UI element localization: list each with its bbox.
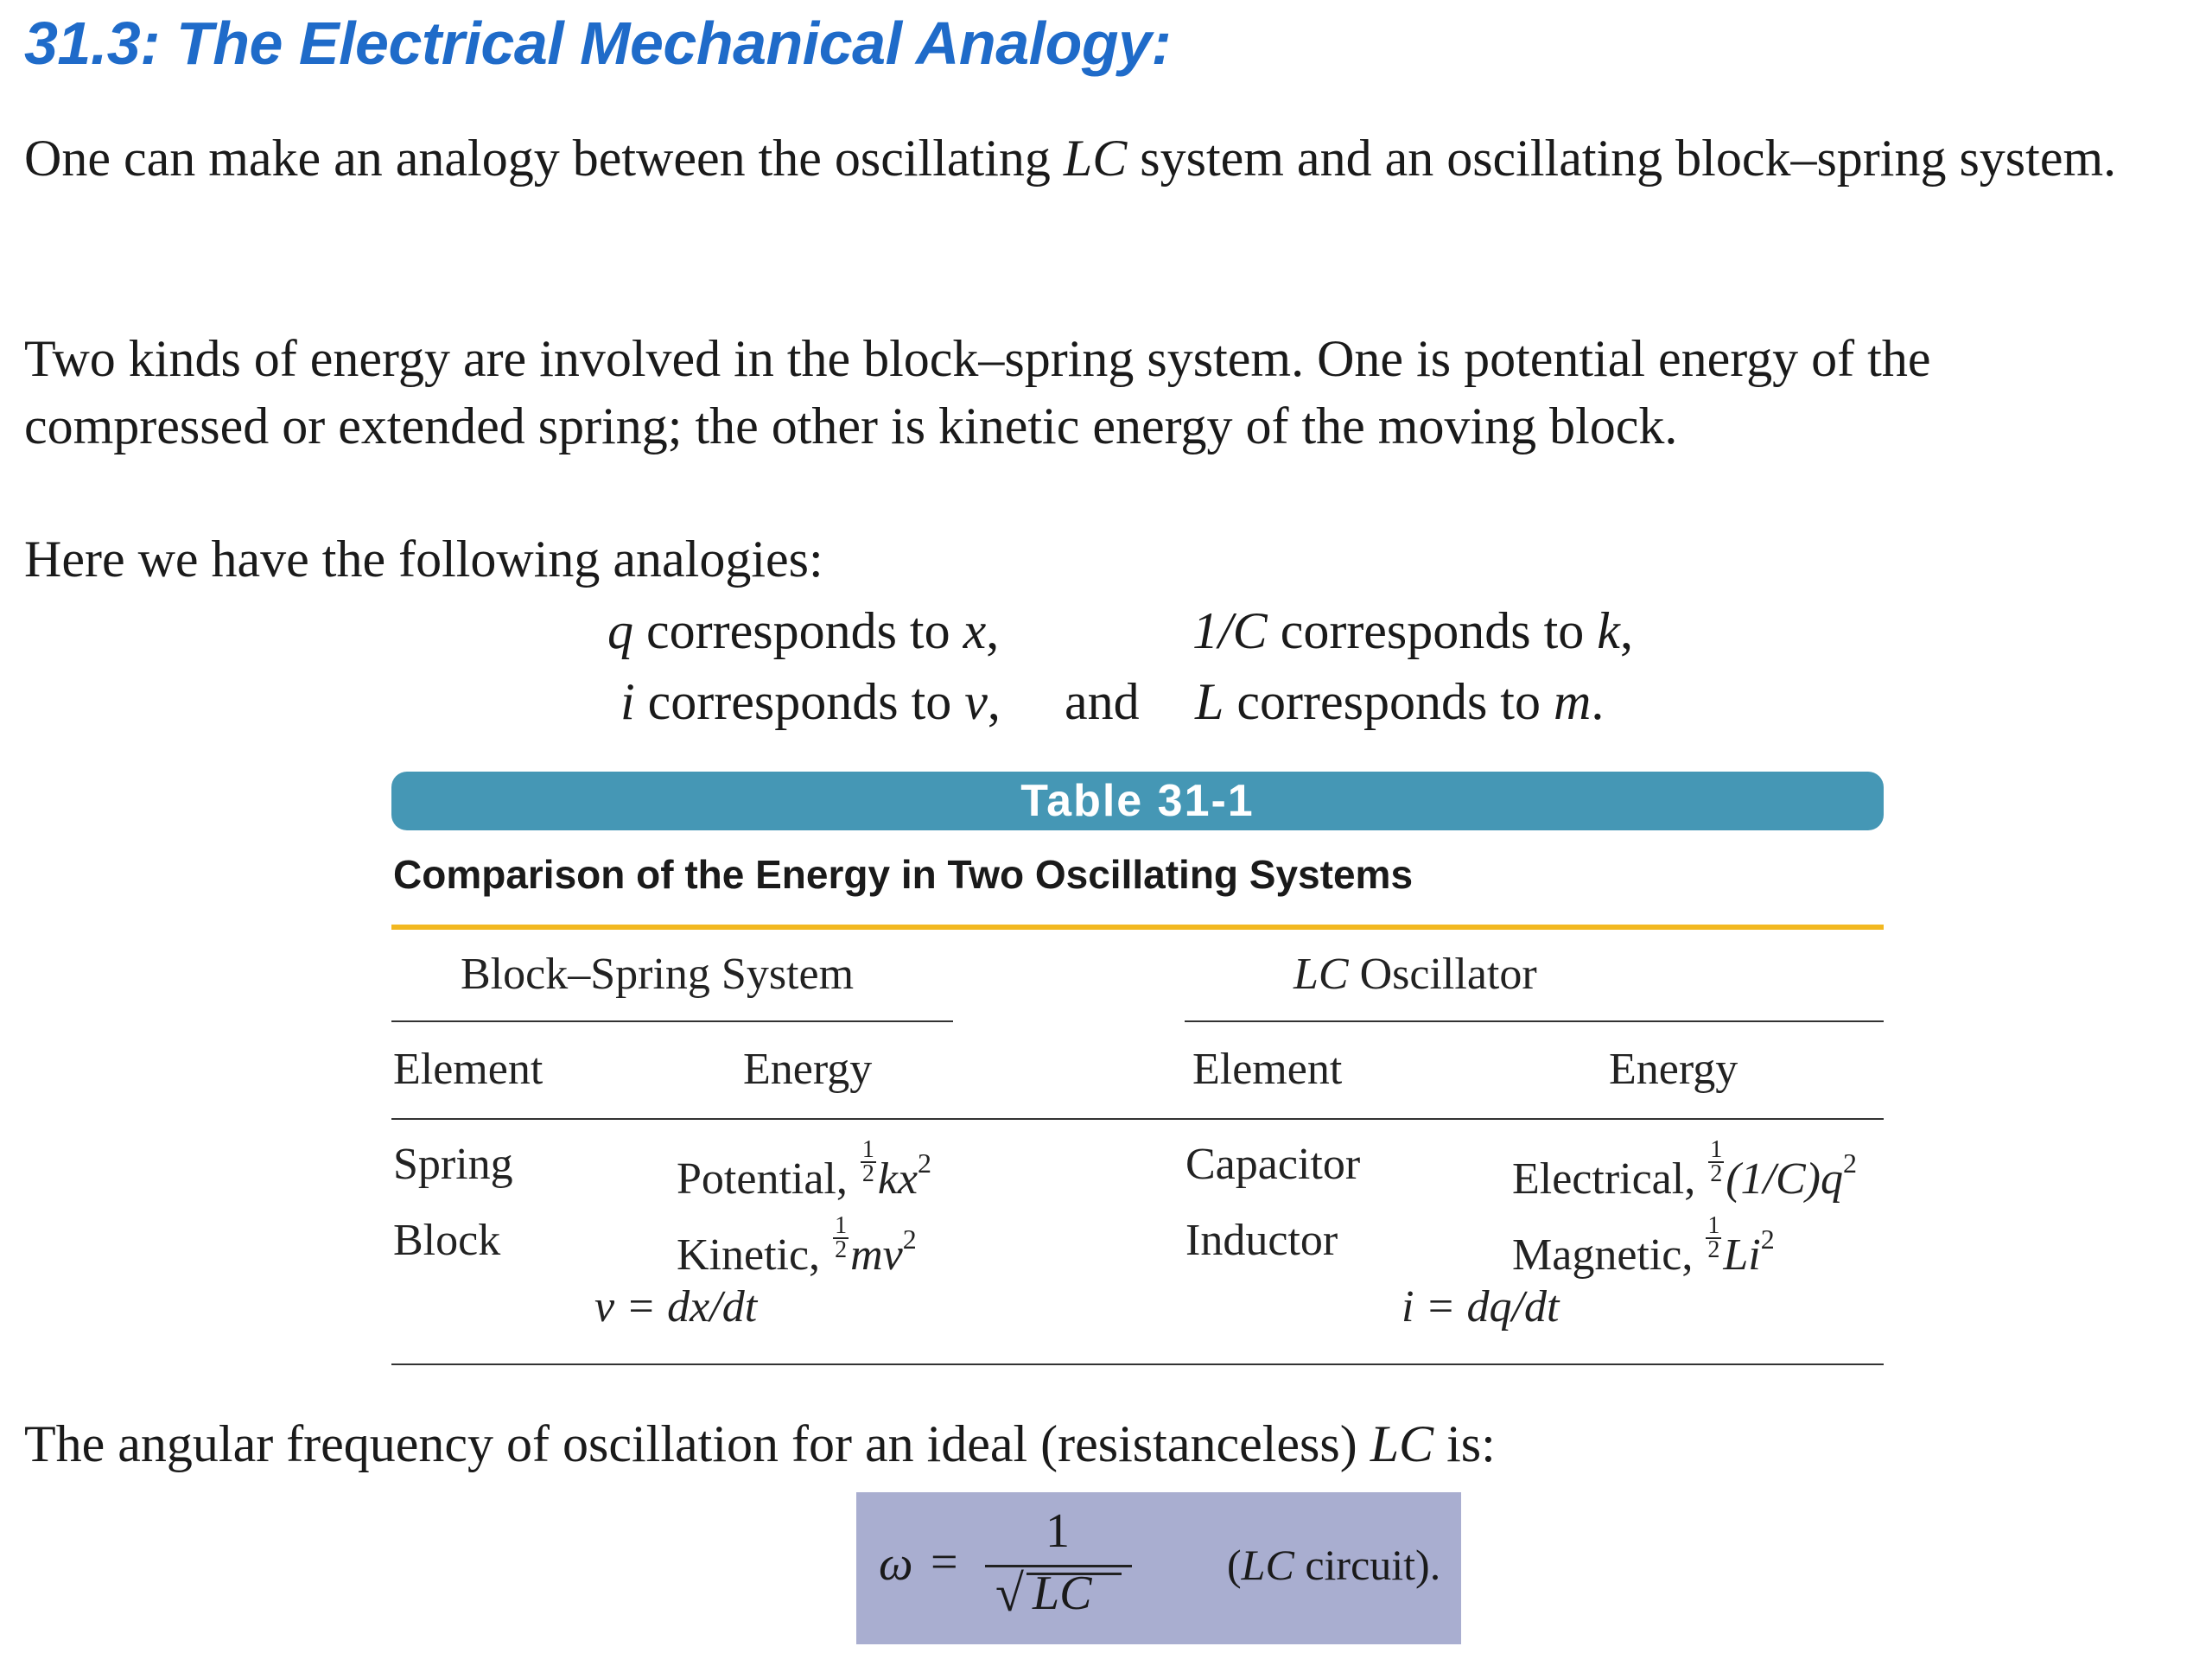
energy-expr: kx bbox=[877, 1154, 918, 1204]
analogy-comma: , bbox=[986, 602, 1000, 659]
col-header-element-left: Element bbox=[393, 1045, 543, 1094]
formula-omega: ω bbox=[879, 1537, 913, 1591]
col-header-energy-left: Energy bbox=[743, 1045, 873, 1094]
relation-velocity: v = dx/dt bbox=[594, 1282, 758, 1332]
analogy-comma: , bbox=[1619, 602, 1633, 659]
formula-denominator: LC bbox=[1033, 1567, 1092, 1620]
analogy-period: . bbox=[1591, 673, 1605, 730]
table-cell-kinetic-energy bbox=[677, 1212, 917, 1281]
table-cell-capacitor: Capacitor bbox=[1185, 1140, 1361, 1189]
energy-kinds-paragraph: Two kinds of energy are involved in the block–spring system. One is potential energy of the compressed or extended spring; the other is kinetic energy of the moving block. bbox=[24, 330, 1931, 454]
table-banner: Table 31-1 bbox=[391, 772, 1884, 830]
angular-text-start: The angular frequency of oscillation for an ideal (resistanceless) bbox=[24, 1415, 1370, 1472]
formula-sqrt-symbol: √ bbox=[995, 1565, 1024, 1622]
analogy-text: corresponds to bbox=[633, 602, 963, 659]
analogy-comma: , bbox=[987, 673, 1001, 730]
analogy-inv-c: 1/C bbox=[1192, 602, 1268, 659]
analogy-v: v bbox=[964, 673, 988, 730]
table-bottom-rule bbox=[391, 1363, 1884, 1365]
group-header-lc: LC bbox=[1294, 950, 1349, 999]
analogy-c-k bbox=[1192, 596, 1633, 665]
table-cell-magnetic-energy bbox=[1512, 1212, 1775, 1281]
energy-expr: (1/C)q bbox=[1726, 1154, 1843, 1204]
table-caption: Comparison of the Energy in Two Oscillating Systems bbox=[393, 852, 1414, 897]
exponent: 2 bbox=[918, 1147, 932, 1179]
group-rule-left bbox=[391, 1020, 953, 1022]
formula-note-rest: circuit). bbox=[1294, 1541, 1441, 1589]
energy-expr: Li bbox=[1723, 1230, 1761, 1280]
intro-text-end: system and an oscillating block–spring system. bbox=[1127, 130, 2117, 187]
analogy-m: m bbox=[1553, 673, 1592, 730]
energy-expr: mv bbox=[850, 1230, 903, 1280]
table-cell-inductor: Inductor bbox=[1185, 1216, 1338, 1265]
section-heading: 31.3: The Electrical Mechanical Analogy: bbox=[24, 10, 1172, 77]
analogy-l-m bbox=[1195, 667, 1604, 736]
group-header-block-spring: Block–Spring System bbox=[461, 950, 855, 999]
table-cell-block: Block bbox=[393, 1216, 501, 1265]
table-cell-potential-energy bbox=[677, 1136, 932, 1205]
angular-frequency-paragraph bbox=[24, 1410, 2167, 1478]
analogy-q-x bbox=[607, 596, 999, 665]
analogy-i: i bbox=[620, 673, 635, 730]
formula-numerator: 1 bbox=[1046, 1504, 1070, 1558]
header-rule bbox=[391, 1118, 1884, 1120]
formula-equals: = bbox=[931, 1535, 958, 1589]
intro-paragraph bbox=[24, 124, 2167, 192]
analogies-intro: Here we have the following analogies: bbox=[24, 531, 823, 588]
half-fraction: $\frac{1}{2}$ bbox=[861, 1136, 874, 1187]
analogy-i-v bbox=[620, 667, 1001, 736]
col-header-element-right: Element bbox=[1192, 1045, 1343, 1094]
analogy-q: q bbox=[607, 602, 633, 659]
intro-lc: LC bbox=[1063, 130, 1128, 187]
table-cell-electrical-energy bbox=[1512, 1136, 1857, 1205]
analogy-k: k bbox=[1597, 602, 1620, 659]
formula-note bbox=[1227, 1540, 1440, 1590]
half-fraction: $\frac{1}{2}$ bbox=[1710, 1136, 1723, 1187]
analogy-text: corresponds to bbox=[634, 673, 965, 730]
analogy-l: L bbox=[1195, 673, 1224, 730]
table-cell-spring: Spring bbox=[393, 1140, 513, 1189]
angular-text-end: is: bbox=[1433, 1415, 1496, 1472]
energy-label: Magnetic, bbox=[1512, 1230, 1705, 1280]
energy-label: Electrical, bbox=[1512, 1154, 1707, 1204]
relation-current: i = dq/dt bbox=[1402, 1282, 1560, 1332]
analogy-text: corresponds to bbox=[1224, 673, 1554, 730]
table-top-rule bbox=[391, 925, 1884, 930]
half-fraction: $\frac{1}{2}$ bbox=[1707, 1212, 1720, 1263]
exponent: 2 bbox=[1760, 1224, 1775, 1255]
analogy-x: x bbox=[963, 602, 987, 659]
angular-lc: LC bbox=[1370, 1415, 1434, 1472]
exponent: 2 bbox=[1842, 1147, 1857, 1179]
half-fraction: $\frac{1}{2}$ bbox=[835, 1212, 848, 1263]
analogy-text: corresponds to bbox=[1267, 602, 1598, 659]
intro-text-start: One can make an analogy between the oscillating bbox=[24, 130, 1064, 187]
col-header-energy-right: Energy bbox=[1609, 1045, 1738, 1094]
energy-label: Potential, bbox=[677, 1154, 859, 1204]
group-header-lc-oscillator bbox=[1294, 949, 1537, 1001]
group-rule-right bbox=[1185, 1020, 1884, 1022]
formula-note-lc: LC bbox=[1241, 1541, 1294, 1589]
group-header-oscillator: Oscillator bbox=[1348, 950, 1537, 999]
formula-note-open: ( bbox=[1227, 1541, 1242, 1589]
energy-label: Kinetic, bbox=[677, 1230, 832, 1280]
analogy-and: and bbox=[1065, 673, 1140, 730]
exponent: 2 bbox=[902, 1224, 917, 1255]
